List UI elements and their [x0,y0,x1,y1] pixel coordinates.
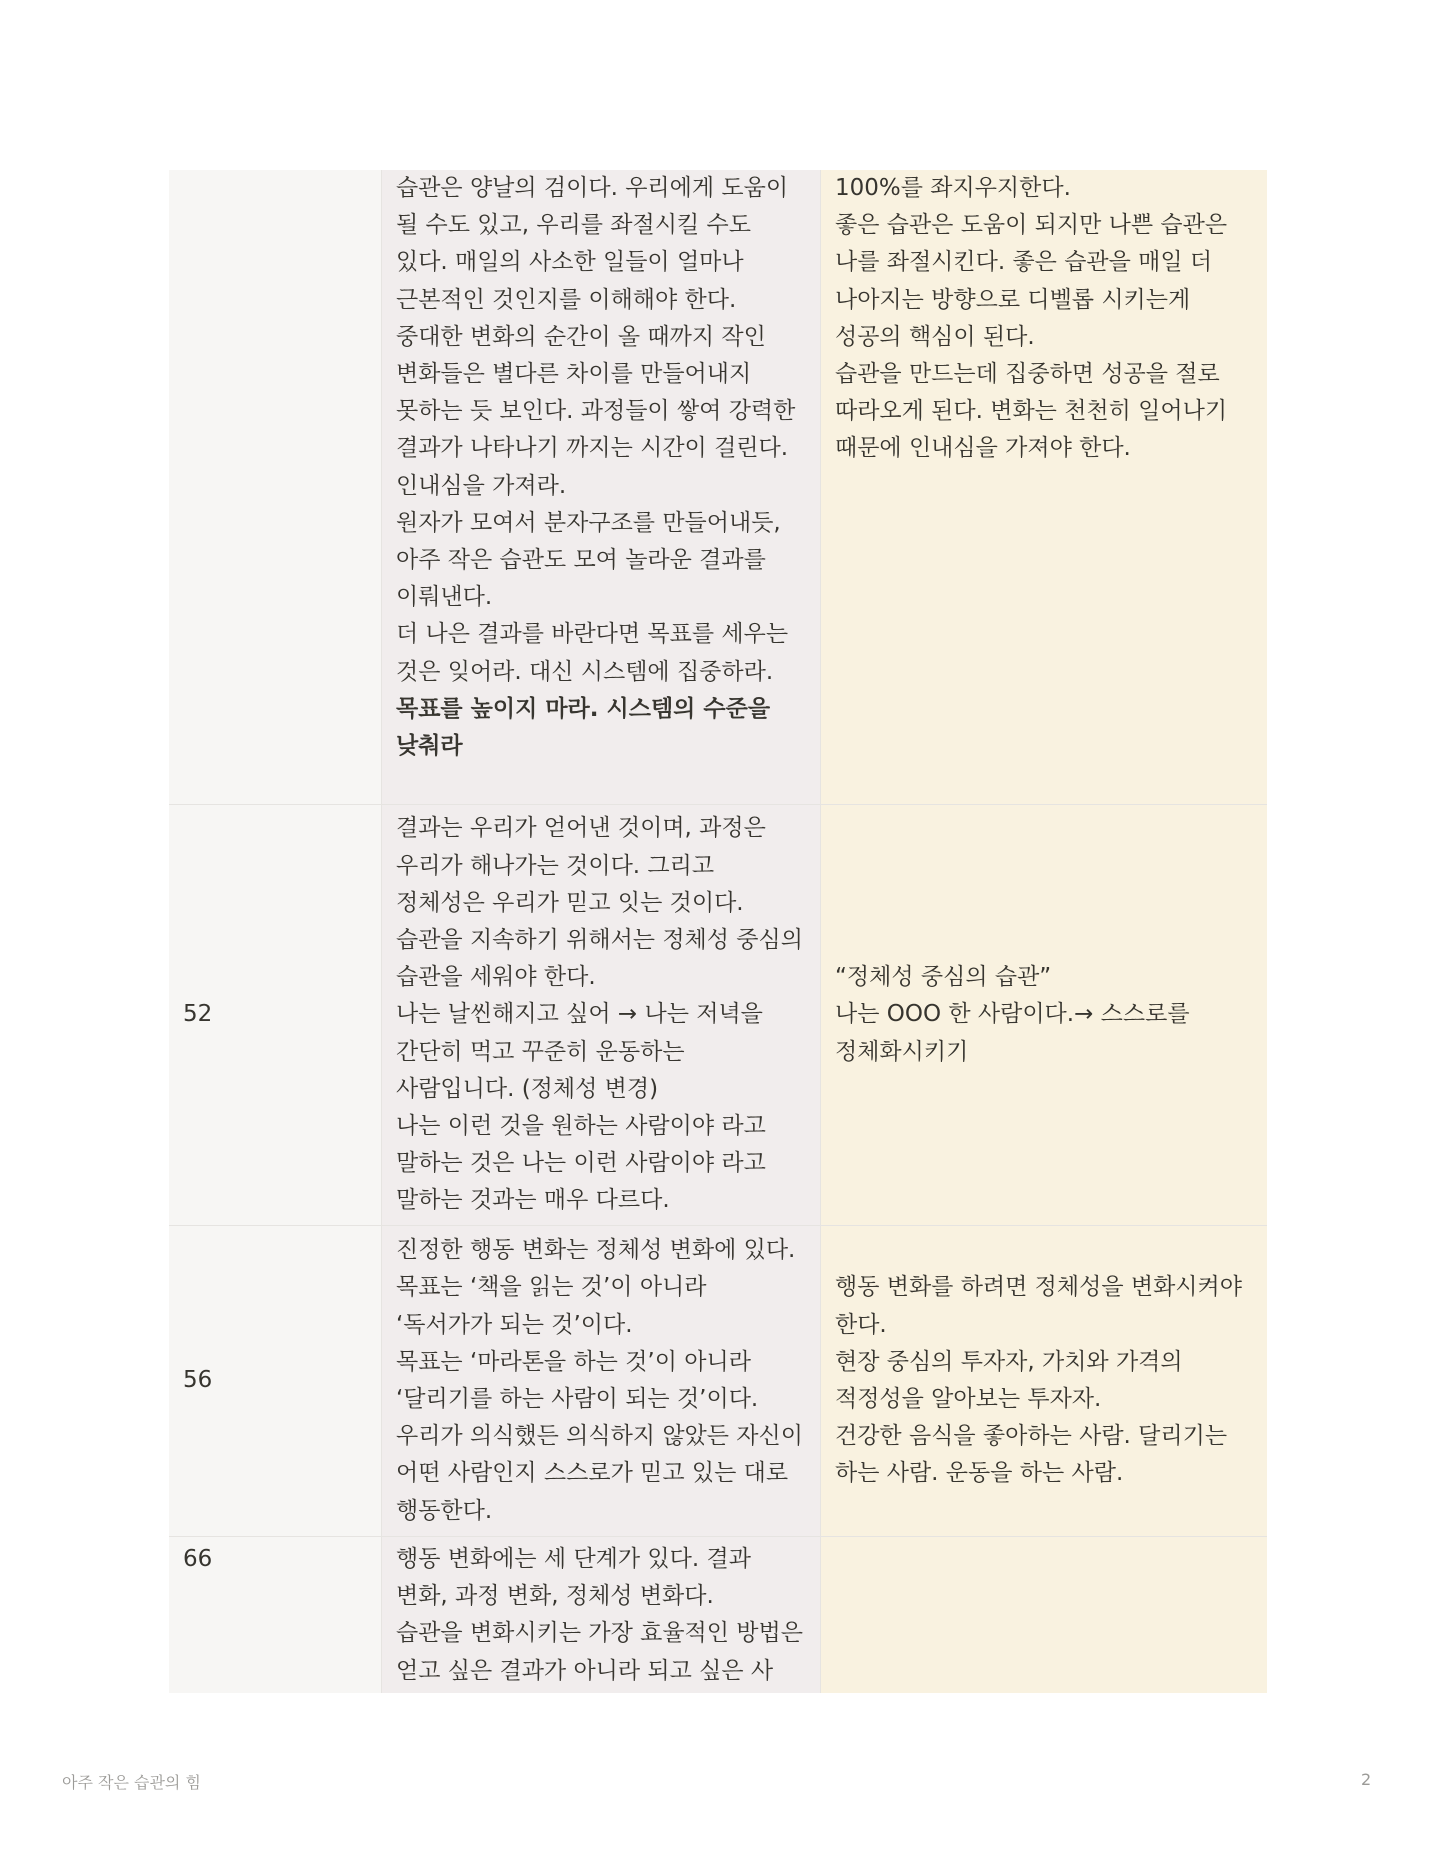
note-cell: “정체성 중심의 습관” 나는 OOO 한 사람이다.→ 스스로를 정체화시키기 [821,805,1268,1226]
page-cell: 66 [169,1537,382,1694]
page-cell: 52 [169,805,382,1226]
note-cell [821,1537,1268,1694]
content-bold-text: 목표를 높이지 마라. 시스템의 수준을 낮춰라 [396,695,771,760]
content-cell: 진정한 행동 변화는 정체성 변화에 있다. 목표는 ‘책을 읽는 것’이 아니라 ‘독서가가 되는 것’이다. 목표는 ‘마라톤을 하는 것’이 아니라 ‘달리기를 하는 사람이 되는 것’이다. 우리가 의식했든 의식하지 않았든 자신이 어떤 사람인지 스스로가 믿고 있는 대로 행동한다. [382,1226,821,1537]
content-text: 습관은 양날의 검이다. 우리에게 도움이 될 수도 있고, 우리를 좌절시킬 수도 있다. 매일의 사소한 일들이 얼마나 근본적인 것인지를 이해해야 한다. 중대한 변화의 순간이 올 때까지 작인 변화들은 별다른 차이를 만들어내지 못하는 듯 보인다. 과정들이 쌓여 강력한 결과가 나타나기 까지는 시간이 걸린다. 인내심을 가져라. 원자가 모여서 분자구조를 만들어내듯, 아주 작은 습관도 모여 놀라운 결과를 이뤄낸다. 더 나은 결과를 바란다면 목표를 세우는 것은 잊어라. 대신 시스템에 집중하라. [396,175,796,685]
table-row [169,170,1267,805]
page-cell: 56 [169,1226,382,1537]
content-cell: 결과는 우리가 얻어낸 것이며, 과정은 우리가 해나가는 것이다. 그리고 정체성은 우리가 믿고 잇는 것이다. 습관을 지속하기 위해서는 정체성 중심의 습관을 세워야 한다. 나는 날씬해지고 싶어 → 나는 저녁을 간단히 먹고 꾸준히 운동하는 사람입니다. (정체성 변경) 나는 이런 것을 원하는 사람이야 라고 말하는 것은 나는 이런 사람이야 라고 말하는 것과는 매우 다르다. [382,805,821,1226]
note-cell: 행동 변화를 하려면 정체성을 변화시켜야 한다. 현장 중심의 투자자, 가치와 가격의 적정성을 알아보는 투자자. 건강한 음식을 좋아하는 사람. 달리기는 하는 사람. 운동을 하는 사람. [821,1226,1268,1537]
footer-title: 아주 작은 습관의 힘 [62,1773,201,1792]
page-cell [169,170,382,805]
notes-table [169,170,1267,1693]
table-row [169,1226,1267,1537]
content-cell [382,170,821,805]
note-cell: 100%를 좌지우지한다. 좋은 습관은 도움이 되지만 나쁜 습관은 나를 좌절시킨다. 좋은 습관을 매일 더 나아지는 방향으로 디벨롭 시키는게 성공의 핵심이 된다. 습관을 만드는데 집중하면 성공을 절로 따라오게 된다. 변화는 천천히 일어나기 때문에 인내심을 가져야 한다. [821,170,1268,805]
content-cell: 행동 변화에는 세 단계가 있다. 결과 변화, 과정 변화, 정체성 변화다. 습관을 변화시키는 가장 효율적인 방법은 얻고 싶은 결과가 아니라 되고 싶은 사 [382,1537,821,1694]
table-row [169,1537,1267,1694]
table-row [169,805,1267,1226]
page-number: 2 [1361,1770,1372,1789]
